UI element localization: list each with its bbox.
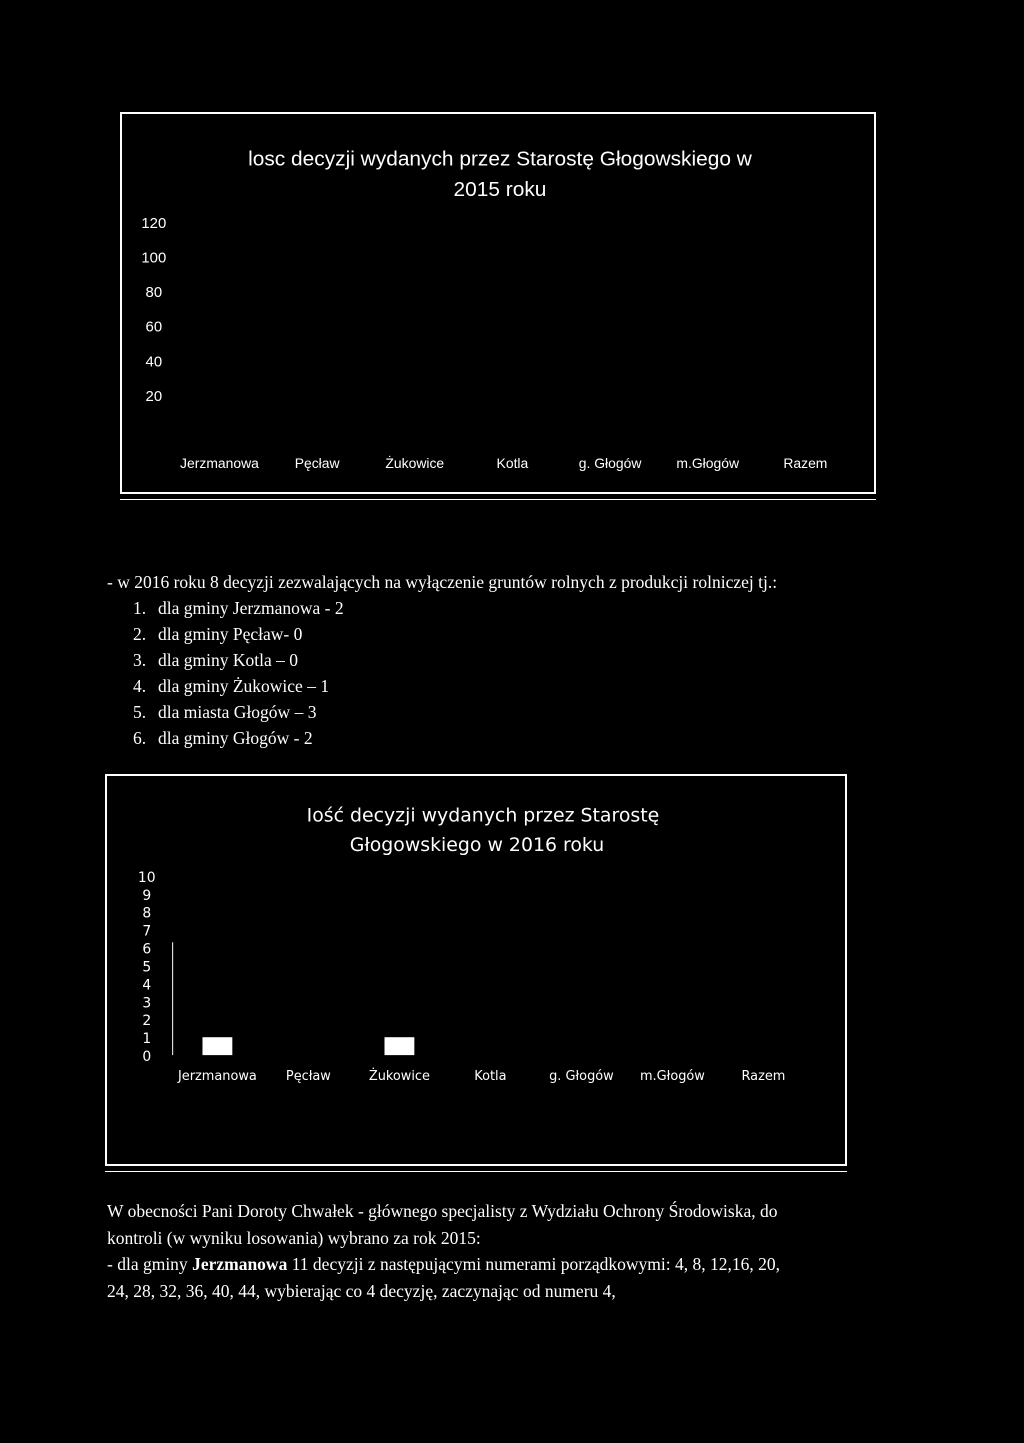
list-item: 2. dla gminy Pęcław- 0 <box>133 624 303 644</box>
bottom-line-2: kontroli (w wyniku losowania) wybrano za rok 2015: <box>107 1227 481 1248</box>
bottom-line-4: 24, 28, 32, 36, 40, 44, wybierając co 4 decyzję, zaczynając od numeru 4, <box>107 1280 616 1301</box>
y-tick-label: 8 <box>142 905 152 922</box>
list-item: 3. dla gminy Kotla – 0 <box>133 650 298 670</box>
y-tick-label: 100 <box>141 250 167 267</box>
bottom-line-1: W obecności Pani Doroty Chwałek - głównego specjalisty z Wydziału Ochrony Środowiska, do <box>107 1201 778 1221</box>
chart-title-line-2: 2015 roku <box>453 178 547 202</box>
paragraph-2016: - w 2016 roku 8 decyzji zezwalających na wyłączenie gruntów rolnych z produkcji rolniczej tj.: <box>107 572 778 592</box>
bar <box>384 1037 414 1055</box>
y-tick-label: 20 <box>145 388 163 405</box>
x-tick-label: g. Głogów <box>578 455 642 472</box>
y-tick-label: 10 <box>137 869 156 886</box>
y-tick-label: 5 <box>142 959 152 976</box>
x-tick-label: Kotla <box>474 1068 507 1084</box>
y-tick-label: 0 <box>142 1049 152 1066</box>
y-tick-label: 60 <box>145 319 163 336</box>
list-item: 6. dla gminy Głogów - 2 <box>133 728 313 748</box>
x-tick-label: Razem <box>783 455 828 472</box>
x-tick-label: m.Głogów <box>639 1068 705 1084</box>
bottom-line-3: - dla gminy Jerzmanowa 11 decyzji z następującymi numerami porządkowymi: 4, 8, 12,16, 20, <box>107 1254 780 1274</box>
x-tick-label: Żukowice <box>385 455 445 472</box>
x-tick-label: Pęcław <box>294 455 340 472</box>
chart-2015 <box>120 112 876 494</box>
list-item: 1. dla gminy Jerzmanowa - 2 <box>133 598 344 618</box>
chart-title-line-1: losc decyzji wydanych przez Starostę Głogowskiego w <box>248 147 752 171</box>
y-tick-label: 7 <box>142 923 152 940</box>
x-tick-label: Jerzmanowa <box>180 455 259 472</box>
bar <box>202 1037 232 1055</box>
chart-title-line-1: Iość decyzji wydanych przez Starostę <box>306 805 660 827</box>
paragraph-bottom <box>107 1198 927 1304</box>
y-tick-label: 40 <box>145 354 163 371</box>
x-tick-label: Pęcław <box>285 1068 331 1084</box>
y-tick-label: 3 <box>142 995 152 1012</box>
x-tick-label: g. Głogów <box>549 1068 614 1084</box>
y-tick-label: 6 <box>142 941 152 958</box>
chart-2016-plot <box>107 776 845 1164</box>
list-item: 4. dla gminy Żukowice – 1 <box>133 676 330 696</box>
y-tick-label: 1 <box>142 1031 152 1048</box>
chart-2016 <box>105 774 847 1166</box>
chart-title-line-2: Głogowskiego w 2016 roku <box>349 835 605 857</box>
y-tick-label: 4 <box>142 977 152 994</box>
x-tick-label: Kotla <box>496 455 529 472</box>
chart-2015-plot <box>122 114 874 492</box>
x-tick-label: Jerzmanowa <box>177 1068 257 1084</box>
list-item: 5. dla miasta Głogów – 3 <box>133 702 317 722</box>
y-tick-label: 2 <box>142 1013 152 1030</box>
x-tick-label: m.Głogów <box>676 455 740 472</box>
gmina-name: Jerzmanowa <box>192 1254 288 1274</box>
x-tick-label: Żukowice <box>368 1068 430 1084</box>
x-tick-label: Razem <box>741 1068 786 1084</box>
y-tick-label: 9 <box>142 887 152 904</box>
list-2016 <box>133 595 344 751</box>
y-tick-label: 80 <box>145 285 163 302</box>
y-tick-label: 120 <box>141 215 167 232</box>
